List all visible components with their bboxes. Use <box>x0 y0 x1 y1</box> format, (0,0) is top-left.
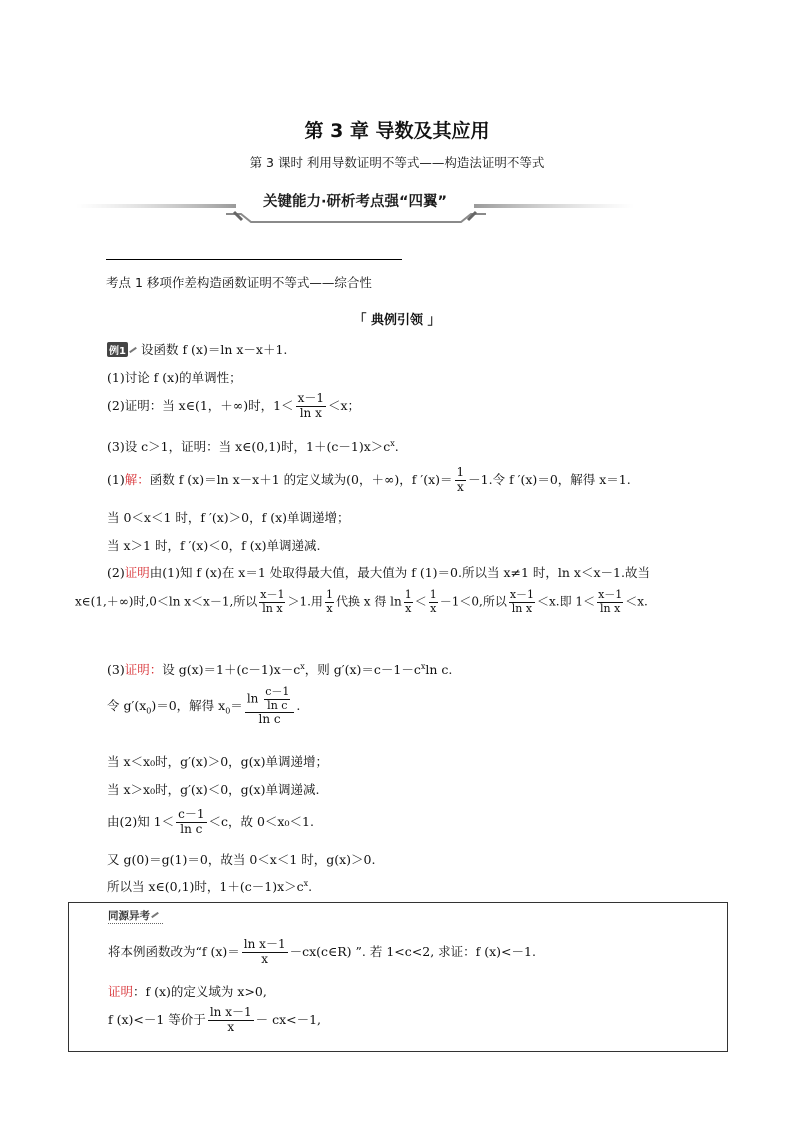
solution-1-line-3: 当 x＞1 时，f ′(x)＜0，f (x)单调递减. <box>107 538 321 553</box>
q3-sup: x <box>390 438 395 448</box>
s2-f3-num: 1 <box>404 588 412 601</box>
v-l3-a: f (x)<－1 等价于 <box>108 1011 206 1027</box>
s2-l2-f: ＜x.即 1＜ <box>537 594 596 609</box>
s2-f1-den: ln x <box>262 601 283 615</box>
s2-l2-g: ＜x. <box>625 594 648 609</box>
v-l3-fraction <box>208 1006 254 1035</box>
variant-tag-text: 同源异考 <box>108 910 150 922</box>
v-l3-den: x <box>227 1019 235 1034</box>
v-l2-text: ：f (x)的定义域为 x>0, <box>133 984 267 999</box>
solution-2-line-1 <box>107 563 650 581</box>
v-l1-num: ln x－1 <box>243 937 286 951</box>
s3-inner-num: c－1 <box>265 685 290 698</box>
s3-l5-a: 由(2)知 1＜ <box>107 813 175 829</box>
s2-f5-den: ln x <box>511 601 533 615</box>
s3-l2-sub: 0 <box>146 706 152 716</box>
s3-prefix: (3) <box>107 662 125 677</box>
s3-a-sup: x <box>300 661 305 671</box>
section-title: 考点 1 移项作差构造函数证明不等式——综合性 <box>106 275 372 290</box>
chapter-title: 第 3 章 导数及其应用 <box>304 120 490 142</box>
example-badge: 例1 <box>107 342 128 357</box>
s3-a: 设 g(x)＝1＋(c－1)x－c <box>162 662 301 677</box>
solution-3-line-3: 当 x＜x₀时，g′(x)＞0，g(x)单调递增； <box>107 754 328 769</box>
s2-prefix: (2) <box>107 565 125 580</box>
s2-text-a: 由(1)知 f (x)在 x＝1 处取得最大值，最大值为 f (1)＝0.所以当 x≠1 时，ln x＜x－1.故当 <box>149 565 650 580</box>
s3-big-denominator: ln c <box>258 712 281 727</box>
v-l1-b: －cx(c∈R) ”. 若 1<c<2, 求证：f (x)<－1. <box>289 943 536 959</box>
s3-l7-b: . <box>308 879 313 894</box>
s2-frac-1 <box>259 589 285 615</box>
s2-l2-e: －1＜0,所以 <box>439 594 507 609</box>
s3-l2-sub2: 0 <box>225 706 231 716</box>
s1-prefix: (1) <box>107 471 125 487</box>
s1-label: 解： <box>124 471 150 487</box>
s1-fraction <box>455 466 467 495</box>
section-divider <box>106 259 402 260</box>
variant-tag <box>108 908 163 924</box>
s2-f1-num: x－1 <box>260 588 285 601</box>
s2-frac-3 <box>404 589 413 615</box>
s2-f6-num: x－1 <box>598 588 623 601</box>
s1-numerator: 1 <box>456 465 465 479</box>
s1-text-b: －1.令 f ′(x)＝0，解得 x＝1. <box>468 471 631 487</box>
s2-f5-num: x－1 <box>509 588 535 601</box>
s2-frac-6 <box>597 589 623 615</box>
s3-inner-fraction <box>264 686 290 712</box>
s1-text-a: 函数 f (x)＝ln x－x＋1 的定义域为(0，＋∞)，f ′(x)＝ <box>149 471 453 487</box>
s2-f4-den: x <box>430 601 437 615</box>
s3-big-ln: ln <box>246 691 259 706</box>
q2-numerator: x－1 <box>297 391 324 405</box>
v-l3-num: ln x－1 <box>209 1005 252 1019</box>
s3-l2-b: )＝0，解得 x <box>151 698 226 714</box>
s2-l2-c: 代换 x 得 ln <box>335 594 402 609</box>
v-l1-a: 将本例函数改为“f (x)＝ <box>108 943 240 959</box>
solution-3-line-7 <box>107 877 312 895</box>
question-2 <box>107 392 360 421</box>
s3-l5-den: ln c <box>180 821 203 836</box>
s2-l2-d: ＜ <box>414 594 427 609</box>
solution-2-line-2 <box>75 589 648 615</box>
s2-frac-5 <box>509 589 535 615</box>
s3-l5-fraction <box>176 808 206 837</box>
variant-line-3 <box>108 1006 321 1035</box>
solution-3-line-4: 当 x＞x₀时，g′(x)＜0，g(x)单调递减. <box>107 782 320 797</box>
s2-frac-2 <box>325 589 334 615</box>
banner-title: 关键能力·研析考点强“四翼” <box>262 194 448 210</box>
s3-a2-sup: x <box>420 661 426 671</box>
s1-denominator: x <box>456 479 464 494</box>
s2-f2-den: x <box>326 601 333 615</box>
s2-f2-num: 1 <box>325 588 333 601</box>
s3-inner-den: ln c <box>267 698 288 712</box>
s2-l2-a: x∈(1,＋∞)时,0＜ln x＜x－1,所以 <box>75 594 258 609</box>
variant-line-2 <box>108 982 267 1000</box>
s3-l2-c: ＝ <box>230 698 243 714</box>
s2-f4-num: 1 <box>429 588 437 601</box>
s3-l7-sup: x <box>303 878 309 888</box>
s3-l5-num: c－1 <box>178 807 205 821</box>
solution-3-line-5 <box>107 808 314 837</box>
q2-fraction <box>296 392 326 421</box>
s2-f6-den: ln x <box>600 601 621 615</box>
s3-a2: ，则 g′(x)＝c－1－c <box>304 662 421 677</box>
q3-end: . <box>394 439 399 454</box>
v-l1-fraction <box>242 938 288 967</box>
solution-3-line-6: 又 g(0)＝g(1)＝0，故当 0＜x＜1 时，g(x)＞0. <box>107 852 376 867</box>
solution-1-line-1 <box>107 466 631 495</box>
solution-3-line-2 <box>107 686 300 727</box>
q2-denominator: ln x <box>299 405 322 420</box>
example-stem-text: 设函数 f (x)＝ln x－x＋1. <box>140 342 288 357</box>
v-l3-b: － cx<－1, <box>255 1011 322 1027</box>
pen-icon <box>129 347 137 353</box>
variant-line-1 <box>108 938 536 967</box>
v-l1-den: x <box>261 951 269 966</box>
s3-l2-end: . <box>296 698 301 714</box>
solution-3-line-1 <box>107 660 452 678</box>
lesson-title: 第 3 课时 利用导数证明不等式——构造法证明不等式 <box>249 155 545 170</box>
s3-big-numerator <box>245 686 295 713</box>
s3-l5-b: ＜c，故 0＜x₀＜1. <box>208 813 314 829</box>
example-tag: 「 典例引领 」 <box>353 313 441 328</box>
solution-1-line-2: 当 0＜x＜1 时，f ′(x)＞0，f (x)单调递增； <box>107 510 350 525</box>
question-3 <box>107 437 399 455</box>
s3-l2-a: 令 g′(x <box>107 698 147 714</box>
s3-label: 证明： <box>124 662 163 677</box>
q2-text-b: ＜x； <box>327 397 361 413</box>
q2-text-a: (2)证明：当 x∈(1，＋∞)时，1＜ <box>107 397 294 413</box>
s3-a3: ln c. <box>425 662 453 677</box>
s2-frac-4 <box>429 589 438 615</box>
v-l2-label: 证明 <box>108 984 134 999</box>
question-1: (1)讨论 f (x)的单调性； <box>107 370 242 385</box>
pen-icon <box>151 912 159 918</box>
s3-l7-a: 所以当 x∈(0,1)时，1＋(c－1)x＞c <box>107 879 304 894</box>
s2-label: 证明 <box>124 565 150 580</box>
example-stem <box>107 340 287 358</box>
q3-text: (3)设 c＞1，证明：当 x∈(0,1)时，1＋(c－1)x＞c <box>107 439 391 454</box>
s2-l2-b: ＞1.用 <box>287 594 323 609</box>
s3-big-fraction <box>245 686 295 727</box>
s2-f3-den: x <box>405 601 412 615</box>
